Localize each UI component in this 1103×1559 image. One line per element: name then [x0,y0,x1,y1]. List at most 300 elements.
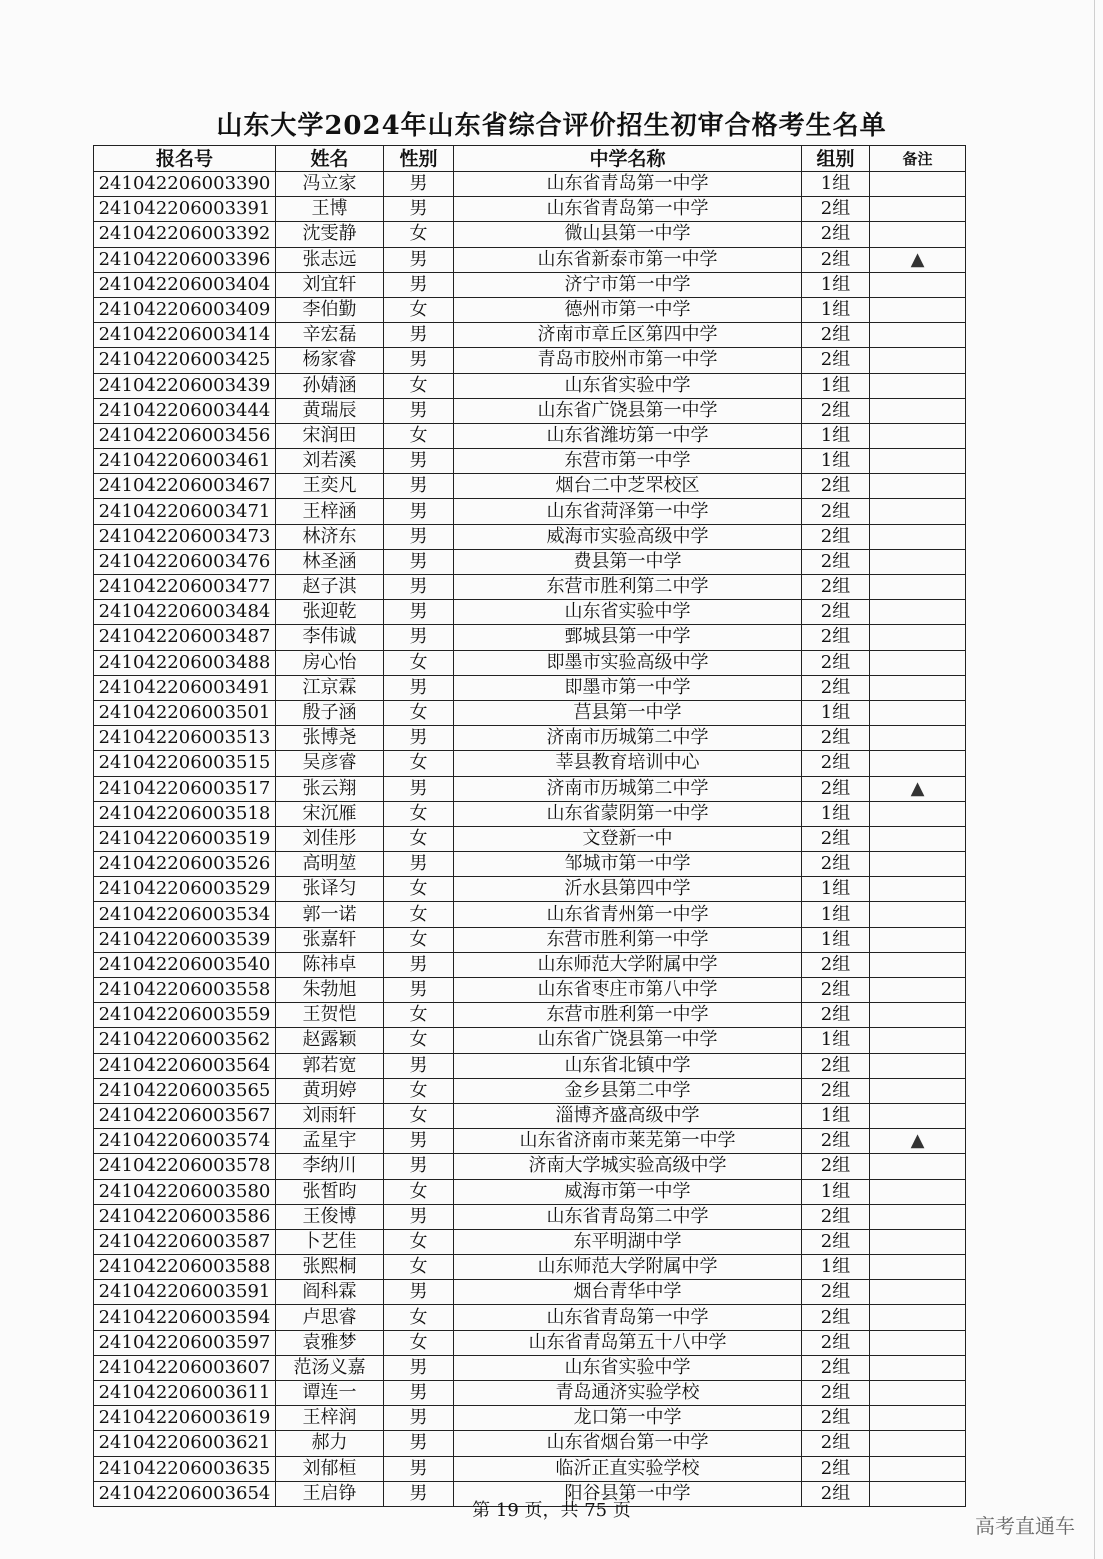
table-row [94,1053,966,1078]
cell-name: 陈祎卓 [276,952,384,977]
cell-name: 赵子淇 [276,575,384,600]
cell-gender: 男 [384,549,454,574]
cell-school: 济南大学城实验高级中学 [454,1154,802,1179]
cell-school: 山东省北镇中学 [454,1053,802,1078]
cell-remark [870,1078,966,1103]
table-row [94,297,966,322]
table-row [94,1078,966,1103]
cell-group: 1组 [802,1028,870,1053]
cell-remark [870,1204,966,1229]
cell-registration-no: 241042206003559 [94,1003,276,1028]
cell-school: 山东省菏泽第一中学 [454,499,802,524]
cell-registration-no: 241042206003461 [94,449,276,474]
cell-name: 刘若溪 [276,449,384,474]
cell-group: 1组 [802,927,870,952]
cell-school: 青岛市胶州市第一中学 [454,348,802,373]
cell-registration-no: 241042206003519 [94,826,276,851]
cell-remark [870,348,966,373]
cell-remark [870,1229,966,1254]
cell-group: 2组 [802,1229,870,1254]
table-row [94,172,966,197]
cell-group: 1组 [802,373,870,398]
cell-gender: 男 [384,1204,454,1229]
cell-gender: 男 [384,978,454,1003]
cell-registration-no: 241042206003594 [94,1305,276,1330]
cell-remark [870,675,966,700]
cell-registration-no: 241042206003534 [94,902,276,927]
table-row [94,978,966,1003]
cell-registration-no: 241042206003621 [94,1431,276,1456]
cell-gender: 男 [384,776,454,801]
table-row [94,1255,966,1280]
cell-group: 2组 [802,524,870,549]
cell-group: 2组 [802,398,870,423]
cell-remark [870,474,966,499]
cell-gender: 女 [384,1179,454,1204]
cell-remark [870,423,966,448]
table-row [94,1028,966,1053]
table-row [94,927,966,952]
cell-registration-no: 241042206003607 [94,1355,276,1380]
table-row [94,197,966,222]
cell-group: 1组 [802,1103,870,1128]
cell-school: 威海市实验高级中学 [454,524,802,549]
cell-gender: 男 [384,600,454,625]
cell-name: 张迎乾 [276,600,384,625]
cell-gender: 男 [384,172,454,197]
table-row [94,1204,966,1229]
cell-remark [870,751,966,776]
cell-name: 张皙昀 [276,1179,384,1204]
cell-remark [870,172,966,197]
cell-registration-no: 241042206003518 [94,801,276,826]
cell-registration-no: 241042206003564 [94,1053,276,1078]
cell-school: 东营市胜利第二中学 [454,575,802,600]
cell-gender: 女 [384,1305,454,1330]
cell-name: 王奕凡 [276,474,384,499]
cell-name: 李伯勤 [276,297,384,322]
cell-remark: ▲ [870,247,966,272]
table-row [94,1406,966,1431]
cell-group: 2组 [802,726,870,751]
header-name: 姓名 [276,146,384,172]
cell-name: 孟星宇 [276,1129,384,1154]
cell-group: 2组 [802,751,870,776]
cell-group: 2组 [802,650,870,675]
table-row [94,1229,966,1254]
cell-registration-no: 241042206003501 [94,700,276,725]
cell-name: 孙婧涵 [276,373,384,398]
cell-gender: 男 [384,272,454,297]
cell-school: 金乡县第二中学 [454,1078,802,1103]
page-number: 第 19 页，共 75 页 [472,1500,631,1521]
table-row [94,1330,966,1355]
cell-remark [870,1053,966,1078]
cell-registration-no: 241042206003654 [94,1481,276,1506]
cell-gender: 男 [384,1280,454,1305]
cell-group: 1组 [802,172,870,197]
cell-registration-no: 241042206003471 [94,499,276,524]
cell-group: 2组 [802,1003,870,1028]
cell-name: 宋沉雁 [276,801,384,826]
cell-gender: 男 [384,952,454,977]
cell-name: 杨家睿 [276,348,384,373]
cell-remark [870,978,966,1003]
cell-remark [870,272,966,297]
table-row [94,474,966,499]
cell-registration-no: 241042206003529 [94,877,276,902]
cell-name: 吴彦睿 [276,751,384,776]
cell-name: 王俊博 [276,1204,384,1229]
cell-gender: 男 [384,499,454,524]
cell-remark [870,726,966,751]
table-row [94,222,966,247]
cell-registration-no: 241042206003484 [94,600,276,625]
cell-gender: 女 [384,297,454,322]
cell-name: 黄玥婷 [276,1078,384,1103]
cell-group: 2组 [802,1456,870,1481]
cell-school: 山东省青岛第二中学 [454,1204,802,1229]
table-row [94,625,966,650]
cell-school: 东平明湖中学 [454,1229,802,1254]
cell-remark [870,902,966,927]
cell-name: 殷子涵 [276,700,384,725]
cell-name: 张译匀 [276,877,384,902]
table-row [94,1305,966,1330]
cell-group: 1组 [802,423,870,448]
cell-registration-no: 241042206003477 [94,575,276,600]
cell-school: 山东省青岛第一中学 [454,197,802,222]
cell-group: 2组 [802,1330,870,1355]
cell-remark [870,952,966,977]
cell-name: 郭一诺 [276,902,384,927]
cell-school: 沂水县第四中学 [454,877,802,902]
cell-name: 赵露颖 [276,1028,384,1053]
cell-name: 王梓涵 [276,499,384,524]
cell-group: 1组 [802,449,870,474]
cell-registration-no: 241042206003456 [94,423,276,448]
cell-school: 山东省济南市莱芜第一中学 [454,1129,802,1154]
table-row [94,1456,966,1481]
cell-registration-no: 241042206003414 [94,323,276,348]
cell-remark [870,1103,966,1128]
cell-remark [870,197,966,222]
cell-remark [870,1381,966,1406]
cell-group: 1组 [802,297,870,322]
table-row [94,1381,966,1406]
cell-group: 2组 [802,600,870,625]
cell-remark [870,625,966,650]
cell-remark [870,449,966,474]
table-row [94,650,966,675]
cell-registration-no: 241042206003390 [94,172,276,197]
cell-school: 烟台青华中学 [454,1280,802,1305]
cell-gender: 女 [384,751,454,776]
cell-group: 1组 [802,272,870,297]
cell-school: 莒县第一中学 [454,700,802,725]
cell-group: 2组 [802,625,870,650]
cell-name: 江京霖 [276,675,384,700]
cell-gender: 男 [384,1406,454,1431]
table-row [94,348,966,373]
cell-gender: 男 [384,197,454,222]
cell-gender: 女 [384,1103,454,1128]
cell-remark [870,826,966,851]
cell-group: 2组 [802,1431,870,1456]
cell-remark [870,1280,966,1305]
cell-gender: 女 [384,927,454,952]
cell-remark [870,575,966,600]
cell-name: 张熙桐 [276,1255,384,1280]
cell-registration-no: 241042206003567 [94,1103,276,1128]
header-school: 中学名称 [454,146,802,172]
cell-school: 即墨市实验高级中学 [454,650,802,675]
cell-gender: 女 [384,1255,454,1280]
cell-gender: 男 [384,625,454,650]
cell-name: 卜艺佳 [276,1229,384,1254]
cell-name: 刘佳彤 [276,826,384,851]
cell-group: 2组 [802,323,870,348]
cell-remark [870,927,966,952]
cell-remark [870,1179,966,1204]
cell-gender: 男 [384,726,454,751]
cell-group: 2组 [802,952,870,977]
cell-registration-no: 241042206003562 [94,1028,276,1053]
cell-remark: ▲ [870,1129,966,1154]
cell-remark [870,1255,966,1280]
cell-name: 王启铮 [276,1481,384,1506]
cell-registration-no: 241042206003586 [94,1204,276,1229]
cell-remark [870,1305,966,1330]
table-row [94,323,966,348]
cell-school: 威海市第一中学 [454,1179,802,1204]
cell-name: 房心怡 [276,650,384,675]
cell-registration-no: 241042206003491 [94,675,276,700]
cell-gender: 男 [384,474,454,499]
cell-school: 山东省潍坊第一中学 [454,423,802,448]
cell-registration-no: 241042206003487 [94,625,276,650]
cell-registration-no: 241042206003513 [94,726,276,751]
cell-registration-no: 241042206003526 [94,852,276,877]
cell-registration-no: 241042206003558 [94,978,276,1003]
cell-name: 冯立家 [276,172,384,197]
table-row [94,1129,966,1154]
table-row [94,751,966,776]
cell-name: 李伟诚 [276,625,384,650]
cell-registration-no: 241042206003476 [94,549,276,574]
cell-remark [870,373,966,398]
cell-remark [870,549,966,574]
cell-gender: 女 [384,902,454,927]
cell-name: 张嘉轩 [276,927,384,952]
cell-gender: 女 [384,877,454,902]
cell-registration-no: 241042206003444 [94,398,276,423]
cell-name: 刘雨轩 [276,1103,384,1128]
cell-name: 张云翔 [276,776,384,801]
watermark: 高考直通车 [975,1514,1075,1538]
cell-school: 山东省广饶县第一中学 [454,1028,802,1053]
cell-school: 山东省实验中学 [454,1355,802,1380]
table-row [94,449,966,474]
cell-group: 2组 [802,776,870,801]
cell-group: 2组 [802,978,870,1003]
cell-gender: 男 [384,348,454,373]
table-row [94,1003,966,1028]
cell-remark [870,600,966,625]
cell-registration-no: 241042206003488 [94,650,276,675]
cell-registration-no: 241042206003611 [94,1381,276,1406]
cell-group: 2组 [802,499,870,524]
cell-school: 山东省青岛第一中学 [454,1305,802,1330]
table-row [94,826,966,851]
cell-name: 王贺恺 [276,1003,384,1028]
cell-gender: 女 [384,1003,454,1028]
cell-remark [870,222,966,247]
cell-registration-no: 241042206003425 [94,348,276,373]
cell-group: 2组 [802,549,870,574]
cell-gender: 男 [384,323,454,348]
table-row [94,1179,966,1204]
cell-name: 袁雅梦 [276,1330,384,1355]
table-row [94,575,966,600]
cell-remark [870,1154,966,1179]
table-row [94,726,966,751]
cell-registration-no: 241042206003517 [94,776,276,801]
cell-gender: 女 [384,1028,454,1053]
cell-gender: 男 [384,852,454,877]
table-row [94,675,966,700]
cell-registration-no: 241042206003591 [94,1280,276,1305]
cell-school: 东营市第一中学 [454,449,802,474]
cell-group: 2组 [802,1406,870,1431]
table-row [94,952,966,977]
cell-registration-no: 241042206003409 [94,297,276,322]
cell-school: 龙口第一中学 [454,1406,802,1431]
cell-school: 青岛通济实验学校 [454,1381,802,1406]
cell-school: 山东师范大学附属中学 [454,952,802,977]
candidate-table [93,145,966,1507]
table-row [94,423,966,448]
cell-name: 高明堃 [276,852,384,877]
cell-registration-no: 241042206003588 [94,1255,276,1280]
cell-group: 1组 [802,801,870,826]
cell-remark [870,700,966,725]
table-row [94,1431,966,1456]
cell-gender: 男 [384,675,454,700]
cell-registration-no: 241042206003587 [94,1229,276,1254]
cell-name: 王梓润 [276,1406,384,1431]
table-row [94,549,966,574]
cell-gender: 男 [384,1481,454,1506]
cell-remark [870,1431,966,1456]
cell-school: 山东省蒙阴第一中学 [454,801,802,826]
cell-gender: 女 [384,222,454,247]
page-edge-line [1094,0,1095,1559]
cell-group: 2组 [802,247,870,272]
cell-name: 谭连一 [276,1381,384,1406]
cell-school: 山东省枣庄市第八中学 [454,978,802,1003]
cell-registration-no: 241042206003574 [94,1129,276,1154]
table-row [94,524,966,549]
cell-registration-no: 241042206003635 [94,1456,276,1481]
table-row [94,247,966,272]
cell-registration-no: 241042206003392 [94,222,276,247]
cell-group: 2组 [802,197,870,222]
cell-group: 2组 [802,1355,870,1380]
cell-school: 东营市胜利第一中学 [454,1003,802,1028]
cell-gender: 男 [384,398,454,423]
cell-group: 2组 [802,474,870,499]
cell-registration-no: 241042206003396 [94,247,276,272]
document-title: 山东大学2024年山东省综合评价招生初审合格考生名单 [216,111,887,141]
cell-name: 范汤义嘉 [276,1355,384,1380]
cell-registration-no: 241042206003391 [94,197,276,222]
cell-remark [870,801,966,826]
cell-name: 郭若宽 [276,1053,384,1078]
cell-group: 1组 [802,700,870,725]
cell-school: 邹城市第一中学 [454,852,802,877]
cell-gender: 男 [384,1456,454,1481]
cell-registration-no: 241042206003597 [94,1330,276,1355]
cell-registration-no: 241042206003578 [94,1154,276,1179]
cell-name: 卢思睿 [276,1305,384,1330]
cell-gender: 男 [384,575,454,600]
cell-gender: 男 [384,1431,454,1456]
table-row [94,1355,966,1380]
cell-school: 费县第一中学 [454,549,802,574]
cell-remark [870,524,966,549]
cell-gender: 女 [384,1330,454,1355]
cell-school: 济南市历城第二中学 [454,726,802,751]
table-row [94,1103,966,1128]
cell-school: 山东省实验中学 [454,600,802,625]
cell-gender: 女 [384,801,454,826]
cell-registration-no: 241042206003539 [94,927,276,952]
cell-remark [870,1355,966,1380]
table-row [94,801,966,826]
cell-registration-no: 241042206003404 [94,272,276,297]
header-gender: 性别 [384,146,454,172]
cell-registration-no: 241042206003619 [94,1406,276,1431]
cell-gender: 女 [384,650,454,675]
cell-group: 1组 [802,1179,870,1204]
cell-gender: 男 [384,1129,454,1154]
cell-name: 沈雯静 [276,222,384,247]
cell-school: 山东省青州第一中学 [454,902,802,927]
cell-group: 2组 [802,348,870,373]
cell-remark [870,1028,966,1053]
table-row [94,499,966,524]
cell-school: 济南市章丘区第四中学 [454,323,802,348]
cell-school: 临沂正直实验学校 [454,1456,802,1481]
table-body [94,172,966,1507]
cell-gender: 女 [384,700,454,725]
cell-group: 2组 [802,1280,870,1305]
cell-remark [870,1003,966,1028]
table-row [94,902,966,927]
cell-gender: 男 [384,1381,454,1406]
cell-name: 林济东 [276,524,384,549]
table-row [94,600,966,625]
cell-school: 济南市历城第二中学 [454,776,802,801]
cell-remark [870,1456,966,1481]
cell-gender: 女 [384,373,454,398]
cell-name: 刘宜轩 [276,272,384,297]
cell-group: 2组 [802,852,870,877]
cell-school: 鄄城县第一中学 [454,625,802,650]
cell-remark [870,1330,966,1355]
cell-group: 2组 [802,1078,870,1103]
